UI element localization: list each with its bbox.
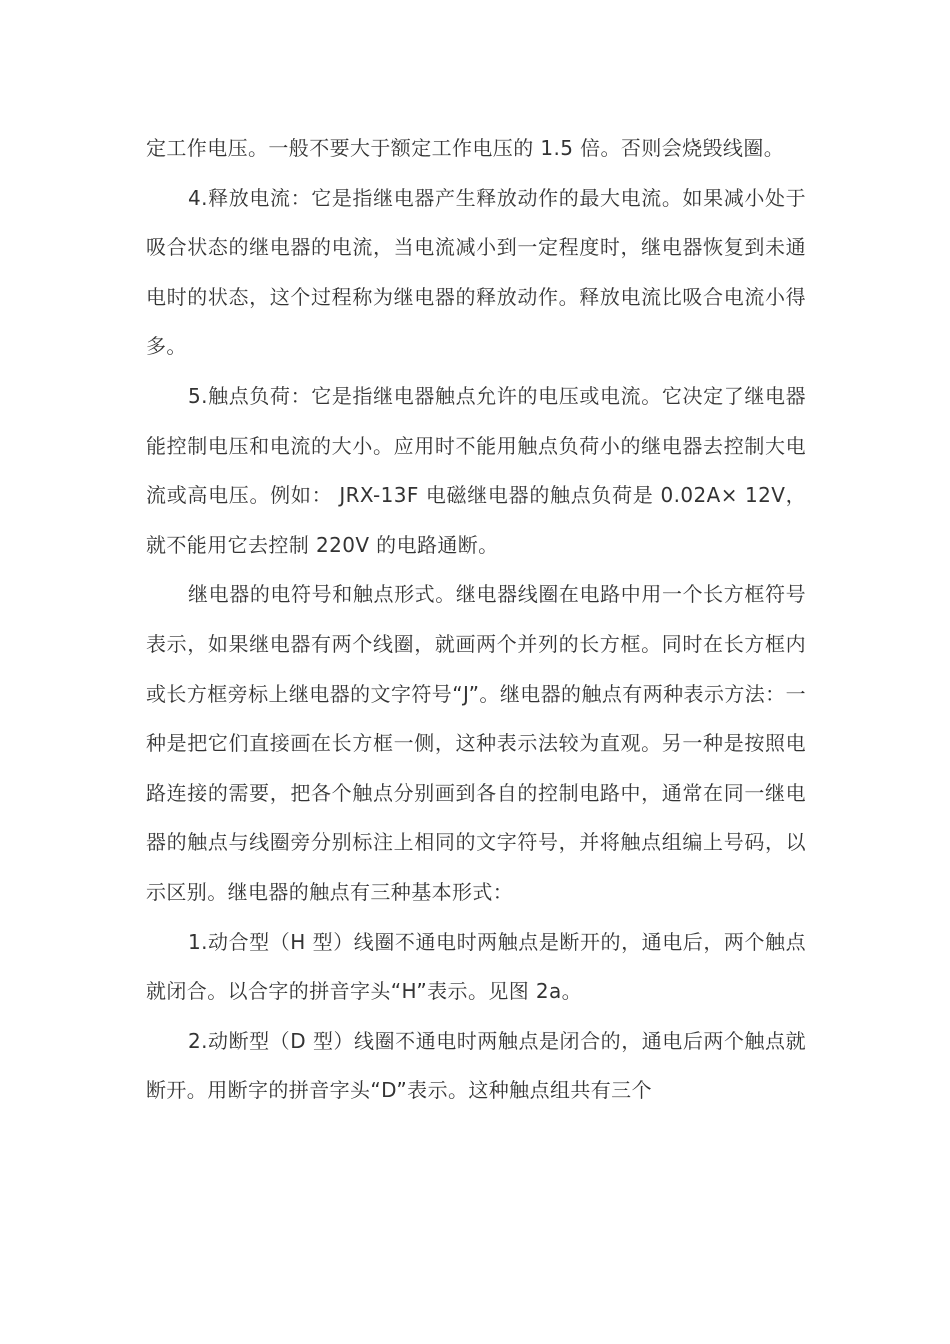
paragraph-rated-voltage-continued: 定工作电压。一般不要大于额定工作电压的 1.5 倍。否则会烧毁线圈。	[146, 136, 785, 160]
paragraph-make-contact: 1.动合型（H 型）线圈不通电时两触点是断开的，通电后，两个触点就闭合。以合字的拼音字头“H”表示。见图 2a。	[146, 929, 806, 1004]
paragraph-break-contact: 2.动断型（D 型）线圈不通电时两触点是闭合的，通电后两个触点就断开。用断字的拼音字头“D”表示。这种触点组共有三个	[146, 1028, 806, 1103]
document-body	[146, 124, 806, 1116]
paragraph-relay-symbols: 继电器的电符号和触点形式。继电器线圈在电路中用一个长方框符号表示，如果继电器有两个线圈，就画两个并列的长方框。同时在长方框内或长方框旁标上继电器的文字符号“J”。继电器的触点有两种表示方法：一种是把它们直接画在长方框一侧，这种表示法较为直观。另一种是按照电路连接的需要，把各个触点分别画到各自的控制电路中，通常在同一继电器的触点与线圈旁分别标注上相同的文字符号，并将触点组编上号码，以示区别。继电器的触点有三种基本形式：	[146, 582, 806, 904]
paragraph-release-current: 4.释放电流：它是指继电器产生释放动作的最大电流。如果减小处于吸合状态的继电器的电流，当电流减小到一定程度时，继电器恢复到未通电时的状态，这个过程称为继电器的释放动作。释放电流比吸合电流小得多。	[146, 185, 806, 359]
paragraph-contact-load: 5.触点负荷：它是指继电器触点允许的电压或电流。它决定了继电器能控制电压和电流的大小。应用时不能用触点负荷小的继电器去控制大电流或高电压。例如： JRX-13F 电磁继电器的触点负荷是 0.02A× 12V，就不能用它去控制 220V 的电路通断。	[146, 383, 806, 557]
